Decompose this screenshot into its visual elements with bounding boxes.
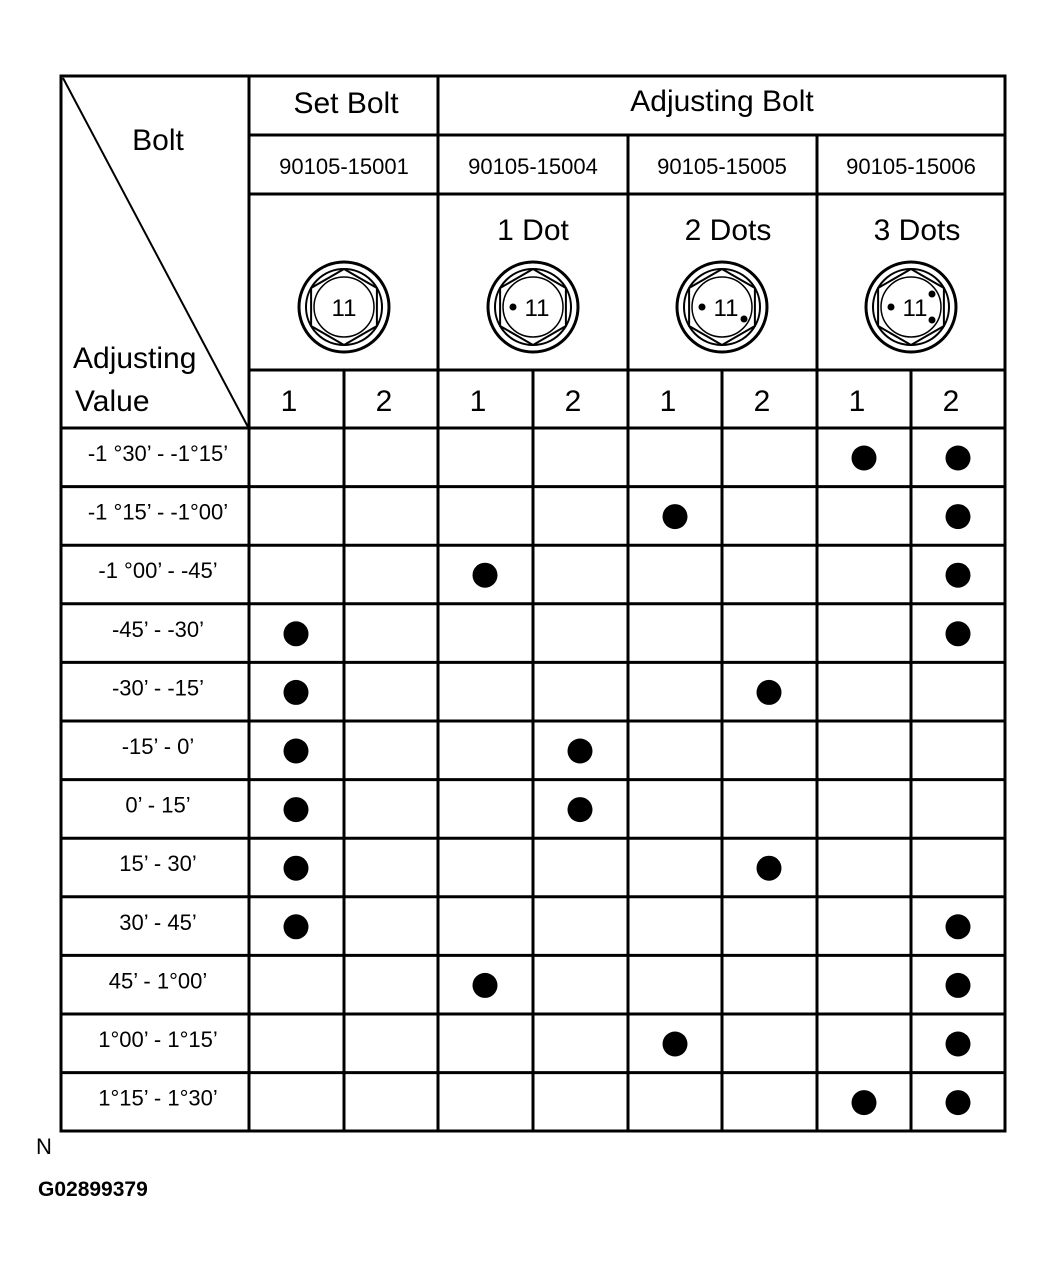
selection-dot bbox=[284, 856, 309, 881]
part-number: 90105-15006 bbox=[846, 154, 976, 179]
adjusting-value-row-label: 0’ - 15’ bbox=[125, 792, 191, 818]
selection-dot bbox=[757, 856, 782, 881]
selection-dot bbox=[284, 680, 309, 705]
bolt-dot bbox=[699, 304, 706, 311]
selection-dot bbox=[284, 797, 309, 822]
adjusting-value-row-label: 30’ - 45’ bbox=[119, 909, 197, 935]
subcolumn-label: 1 bbox=[848, 385, 866, 418]
selection-dot bbox=[946, 973, 971, 998]
adjusting-value-label-line1: Adjusting bbox=[73, 342, 197, 375]
bolt-head-no-dot-icon bbox=[299, 262, 389, 352]
selection-dot bbox=[946, 1090, 971, 1115]
adjusting-value-row-label: -30’ - -15’ bbox=[111, 675, 205, 701]
bolt-head-3-dots-icon bbox=[866, 262, 956, 352]
bolt-marking: 11 bbox=[713, 295, 739, 322]
subcolumn-label: 2 bbox=[375, 385, 393, 418]
dots-label: 1 Dot bbox=[497, 214, 569, 247]
subcolumn-label: 1 bbox=[659, 385, 677, 418]
bolt-marking: 11 bbox=[902, 295, 928, 322]
subcolumn-label: 2 bbox=[753, 385, 771, 418]
selection-dot bbox=[473, 973, 498, 998]
selection-dot bbox=[284, 621, 309, 646]
bolt-dot bbox=[929, 317, 936, 324]
subcolumn-label: 2 bbox=[942, 385, 960, 418]
dots-label: 2 Dots bbox=[684, 214, 772, 247]
selection-dot bbox=[852, 1090, 877, 1115]
selection-dot bbox=[757, 680, 782, 705]
bolt-dot bbox=[929, 291, 936, 298]
footer-letter: N bbox=[36, 1134, 52, 1159]
part-number: 90105-15005 bbox=[657, 154, 787, 179]
subcolumn-label: 1 bbox=[469, 385, 487, 418]
selection-dot bbox=[663, 1032, 688, 1057]
subcolumn-label: 1 bbox=[280, 385, 298, 418]
adjusting-value-row-label: -1 °15’ - -1°00’ bbox=[87, 499, 229, 525]
adjusting-bolt-header: Adjusting Bolt bbox=[630, 85, 814, 118]
selection-dot bbox=[946, 446, 971, 471]
bolt-dot bbox=[741, 316, 748, 323]
bolt-marking: 11 bbox=[524, 295, 550, 322]
selection-dot bbox=[568, 797, 593, 822]
selection-dot bbox=[284, 914, 309, 939]
selection-dot bbox=[473, 563, 498, 588]
adjusting-value-row-label: -1 °00’ - -45’ bbox=[98, 558, 218, 584]
adjusting-value-row-label: 15’ - 30’ bbox=[119, 851, 197, 877]
adjusting-value-row-label: 1°15’ - 1°30’ bbox=[98, 1085, 218, 1111]
adjusting-value-label-line2: Value bbox=[75, 385, 150, 418]
adjusting-value-row-label: 1°00’ - 1°15’ bbox=[98, 1027, 218, 1052]
bolt-head-1-dot-icon bbox=[488, 262, 578, 352]
adjusting-value-row-label: -15’ - 0’ bbox=[121, 734, 195, 759]
selection-dot bbox=[946, 563, 971, 588]
bolt-marking: 11 bbox=[331, 295, 357, 322]
part-number: 90105-15004 bbox=[468, 154, 598, 179]
bolt-dot bbox=[510, 304, 517, 311]
selection-dot bbox=[946, 1032, 971, 1057]
adjusting-value-row-label: -1 °30’ - -1°15’ bbox=[87, 441, 229, 466]
selection-dot bbox=[946, 621, 971, 646]
set-bolt-header: Set Bolt bbox=[293, 87, 399, 120]
part-number: 90105-15001 bbox=[279, 154, 409, 179]
selection-dot bbox=[663, 504, 688, 529]
figure-id: G02899379 bbox=[38, 1178, 148, 1201]
selection-dot bbox=[284, 739, 309, 764]
selection-dot bbox=[852, 446, 877, 471]
adjusting-value-row-label: 45’ - 1°00’ bbox=[108, 968, 208, 994]
dots-label: 3 Dots bbox=[873, 214, 961, 247]
subcolumn-label: 2 bbox=[564, 385, 582, 418]
adjusting-value-row-label: -45’ - -30’ bbox=[111, 616, 205, 642]
bolt-dot bbox=[888, 304, 895, 311]
selection-dot bbox=[946, 914, 971, 939]
selection-dot bbox=[946, 504, 971, 529]
bolt-header-label: Bolt bbox=[132, 124, 184, 157]
bolt-head-2-dots-icon bbox=[677, 262, 767, 352]
selection-dot bbox=[568, 739, 593, 764]
